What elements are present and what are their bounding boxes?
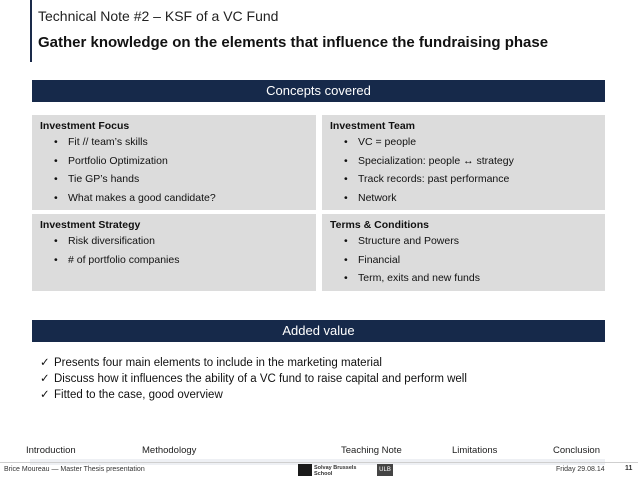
list-item: • Specialization: people ↔ strategy bbox=[330, 156, 597, 167]
list-item: • Portfolio Optimization bbox=[40, 156, 308, 167]
added-value-text: Presents four main elements to include in the marketing material bbox=[54, 357, 382, 369]
list-item: • What makes a good candidate? bbox=[40, 193, 308, 204]
pre-title: Technical Note #2 – KSF of a VC Fund bbox=[38, 8, 279, 24]
footer-divider bbox=[0, 462, 638, 463]
list-item: • Fit // team’s skills bbox=[40, 137, 308, 148]
check-icon: ✓ bbox=[40, 389, 50, 401]
box-investment-focus bbox=[32, 115, 316, 210]
ulb-logo: ULB bbox=[377, 464, 393, 476]
solvay-logo-icon bbox=[298, 464, 312, 476]
solvay-logo-text: Solvay Brussels School bbox=[314, 465, 357, 477]
added-value-item bbox=[40, 371, 467, 387]
box-title: Investment Focus bbox=[40, 120, 130, 132]
footer-author: Brice Moureau — Master Thesis presentation bbox=[4, 466, 145, 473]
box-title: Investment Team bbox=[330, 120, 415, 132]
nav-introduction[interactable]: Introduction bbox=[26, 445, 76, 456]
concepts-banner: Concepts covered bbox=[32, 80, 605, 102]
list-item: • Network bbox=[330, 193, 597, 204]
added-value-banner: Added value bbox=[32, 320, 605, 342]
footer-date: Friday 29.08.14 bbox=[556, 466, 605, 473]
added-value-item bbox=[40, 387, 467, 403]
box-title: Investment Strategy bbox=[40, 219, 141, 231]
list-item: • Term, exits and new funds bbox=[330, 273, 597, 284]
list-item: • Track records: past performance bbox=[330, 174, 597, 185]
list-item: • Tie GP’s hands bbox=[40, 174, 308, 185]
nav-conclusion[interactable]: Conclusion bbox=[553, 445, 600, 456]
added-value-list bbox=[40, 355, 467, 403]
list-item: • # of portfolio companies bbox=[40, 255, 308, 266]
nav-methodology[interactable]: Methodology bbox=[142, 445, 197, 456]
page-number: 11 bbox=[625, 465, 633, 472]
box-title: Terms & Conditions bbox=[330, 219, 429, 231]
check-icon: ✓ bbox=[40, 357, 50, 369]
title-accent-line bbox=[30, 0, 32, 62]
box-investment-team bbox=[322, 115, 605, 210]
nav-teaching-note[interactable]: Teaching Note bbox=[341, 445, 402, 456]
added-value-text: Discuss how it influences the ability of a VC fund to raise capital and perform well bbox=[54, 373, 467, 385]
list-item: • Financial bbox=[330, 255, 597, 266]
nav-limitations[interactable]: Limitations bbox=[452, 445, 498, 456]
check-icon: ✓ bbox=[40, 373, 50, 385]
list-item: • Risk diversification bbox=[40, 236, 308, 247]
list-item: • VC = people bbox=[330, 137, 597, 148]
list-item: • Structure and Powers bbox=[330, 236, 597, 247]
added-value-item bbox=[40, 355, 467, 371]
added-value-text: Fitted to the case, good overview bbox=[54, 389, 223, 401]
box-investment-strategy bbox=[32, 214, 316, 291]
page-title: Gather knowledge on the elements that influence the fundraising phase bbox=[38, 34, 549, 51]
box-terms-conditions bbox=[322, 214, 605, 291]
